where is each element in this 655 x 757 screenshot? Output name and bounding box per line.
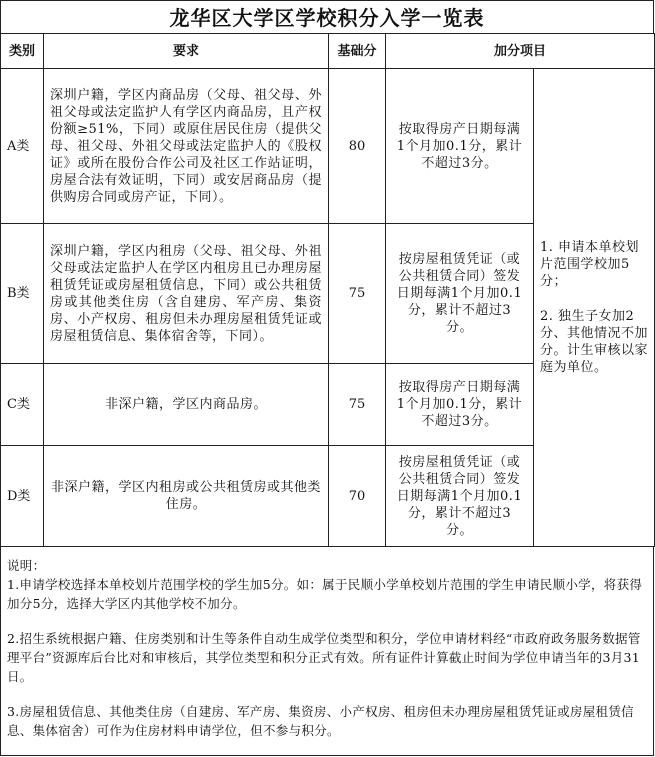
base-score-cell: 70 (329, 446, 386, 547)
base-score-cell: 75 (329, 224, 386, 364)
table-row-a (1, 69, 655, 224)
bonus-cell: 按房屋租赁凭证（或公共租赁合同）签发日期每满1个月加0.1分，累计不超过3分。 (386, 446, 534, 547)
page-title: 龙华区大学区学校积分入学一览表 (0, 0, 654, 34)
header-category: 类别 (1, 34, 44, 69)
requirement-cell: 非深户籍，学区内租房或公共租赁房或其他类住房。 (44, 446, 329, 547)
requirement-cell: 深圳户籍，学区内商品房（父母、祖父母、外祖父母或法定监护人有学区内商品房，且产权份额≥51%，下同）或原住居民住房（提供父母、祖父母、外祖父母或法定监护人的《股权证》或所在股份合作公司及社区工作站证明，房屋合法有效证明，下同）或安居商品房（提供购房合同或房产证，下同）。 (44, 69, 329, 224)
extra-bonus-cell (534, 69, 655, 547)
bonus-cell: 按取得房产日期每满1个月加0.1分，累计不超过3分。 (386, 364, 534, 446)
category-cell: C类 (1, 364, 44, 446)
category-cell: A类 (1, 69, 44, 224)
header-requirement: 要求 (44, 34, 329, 69)
header-bonus: 加分项目 (386, 34, 655, 69)
note-2: 2.招生系统根据户籍、住房类别和计生等条件自动生成学位类型和积分，学位申请材料经“市政府政务服务数据管理平台”资源库后台比对和审核后，其学位类型和积分正式有效。所有证件计算截止时间为学位申请当年的3月31日。 (7, 631, 641, 684)
note-3: 3.房屋租赁信息、其他类住房（自建房、军产房、集资房、小产权房、租房但未办理房屋租赁凭证或房屋租赁信息、集体宿舍）可作为住房材料申请学位，但不参与积分。 (7, 704, 634, 738)
table-header-row (1, 34, 655, 69)
extra-bonus-item-1: 1. 申请本单校划片范围学校加5分； (540, 240, 640, 289)
requirement-cell: 深圳户籍，学区内租房（父母、祖父母、外祖父母或法定监护人在学区内租房且已办理房屋租赁凭证或房屋租赁信息，下同）或公共租赁房或其他类住房（含自建房、军产房、集资房、小产权房、租房但未办理房屋租赁凭证或房屋租赁信息、集体宿舍等，下同）。 (44, 224, 329, 364)
header-base-score: 基础分 (329, 34, 386, 69)
bonus-cell: 按房屋租赁凭证（或公共租赁合同）签发日期每满1个月加0.1分，累计不超过3分。 (386, 224, 534, 364)
extra-bonus-item-2: 2. 独生子女加2分、其他情况不加分。计生审核以家庭为单位。 (540, 309, 649, 375)
requirement-cell: 非深户籍，学区内商品房。 (44, 364, 329, 446)
notes-heading: 说明： (7, 558, 46, 573)
bonus-cell: 按取得房产日期每满1个月加0.1分，累计不超过3分。 (386, 69, 534, 224)
notes-section (0, 546, 654, 756)
category-cell: B类 (1, 224, 44, 364)
category-cell: D类 (1, 446, 44, 547)
base-score-cell: 80 (329, 69, 386, 224)
note-1: 1.申请学校选择本单校划片范围学校的学生加5分。如：属于民顺小学单校划片范围的学生申请民顺小学，将获得加分5分，选择大学区内其他学校不加分。 (7, 577, 643, 611)
score-table (0, 33, 655, 547)
base-score-cell: 75 (329, 364, 386, 446)
